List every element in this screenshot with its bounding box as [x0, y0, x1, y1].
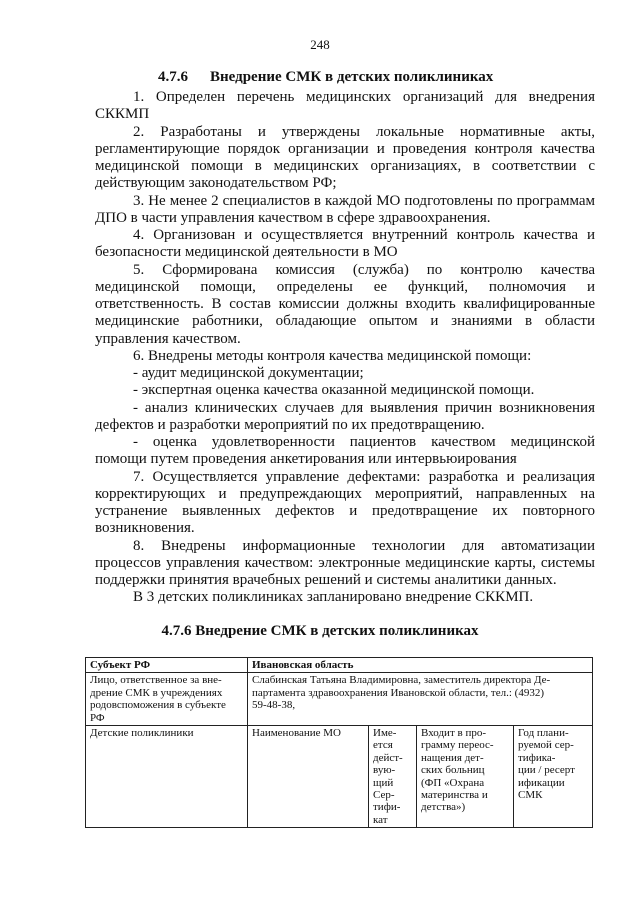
table-row: [86, 673, 593, 726]
table-row: [86, 726, 593, 828]
section-heading: [158, 69, 493, 86]
text-line: 7. Осуществляется управление дефектами: разработка и реализация: [133, 468, 595, 485]
paragraph: [95, 469, 595, 538]
section-title: Внедрение СМК в детских поликлиниках: [210, 69, 494, 85]
text-line: - экспертная оценка качества оказанной медицинской помощи.: [133, 382, 535, 399]
text-line: поддержки принятия врачебных решений и системы аналитики данных.: [95, 572, 557, 588]
text-line: дефектов и разработки мероприятий по их предотвращению.: [95, 416, 485, 433]
text-line: 1. Определен перечень медицинских организаций для внедрения: [133, 89, 595, 105]
text-line: - аудит медицинской документации;: [133, 365, 364, 381]
paragraph: [95, 434, 595, 469]
text-line: 6. Внедрены методы контроля качества медицинской помощи:: [133, 347, 532, 364]
text-line: 3. Не менее 2 специалистов в каждой МО подготовлены по программам: [133, 192, 595, 209]
paragraph: [95, 365, 595, 382]
smk-table: [85, 657, 593, 828]
responsible-label: Лицо, ответственное за вне- дрение СМК в учреждениях родовспоможения в субъекте РФ: [86, 673, 248, 726]
paragraph: [95, 538, 595, 590]
paragraph: [95, 193, 595, 228]
paragraph: [95, 348, 595, 365]
text-line: процессов управления качеством: электронные медицинские карты, системы: [95, 554, 595, 571]
paragraph: [95, 227, 595, 262]
col-cert-header: Име- ется дейст- вую- щий Сер- тифи- кат: [369, 726, 417, 828]
text-line: медицинской помощи в медицинских организациях, в соответствии с: [95, 158, 595, 174]
section-number: 4.7.6: [158, 69, 188, 85]
text-line: - анализ клинических случаев для выявления причин возникновения: [133, 399, 595, 416]
body-text: [95, 89, 595, 607]
table-row: [86, 658, 593, 673]
col-program-header: Входит в про- грамму переос- нащения дет- ских больниц (ФП «Охрана материнства и детства»): [417, 726, 514, 828]
page-number: 248: [310, 37, 330, 52]
subject-value: Ивановская область: [248, 658, 593, 673]
col-name-header: Наименование МО: [248, 726, 369, 828]
text-line: 5. Сформирована комиссия (служба) по контролю качества: [133, 261, 595, 278]
text-line: управления качеством.: [95, 330, 241, 347]
text-line: регламентирующие порядок организации и проведения контроля качества: [95, 140, 595, 157]
text-line: медицинские работники, обладающие опытом и знаниями в области: [95, 313, 595, 330]
text-line: действующим законодательством РФ;: [95, 175, 337, 192]
text-line: медицинской помощи, определены ее функций, полномочия и: [95, 278, 595, 295]
text-line: ответственность. В состав комиссии должны входить квалифицированные: [95, 296, 595, 312]
responsible-value: Слабинская Татьяна Владимировна, заместитель директора Де- партамента здравоохранения Ивановской области, тел.: (4932) 59-48-38,: [248, 673, 593, 726]
text-line: СККМП: [95, 106, 150, 123]
paragraph: [95, 589, 595, 606]
text-line: помощи путем проведения анкетирования или интервьюирования: [95, 451, 517, 468]
text-line: 2. Разработаны и утверждены локальные нормативные акты,: [133, 123, 595, 140]
text-line: В 3 детских поликлиниках запланировано внедрение СККМП.: [133, 589, 534, 606]
table-title: 4.7.6 Внедрение СМК в детских поликлиниках: [161, 623, 479, 639]
text-line: устранение выявленных дефектов и предотвращение их повторного: [95, 503, 595, 519]
text-line: корректирующих и предупреждающих мероприятий, направленных на: [95, 485, 595, 502]
text-line: 4. Организован и осуществляется внутренний контроль качества и: [133, 227, 595, 243]
text-line: - оценка удовлетворенности пациентов качеством медицинской: [133, 434, 595, 450]
text-line: ДПО в части управления качеством в сфере здравоохранения.: [95, 209, 491, 226]
paragraph: [95, 400, 595, 435]
paragraph: [95, 262, 595, 348]
clinics-label: Детские поликлиники: [86, 726, 248, 828]
text-line: 8. Внедрены информационные технологии для автоматизации: [133, 537, 595, 554]
paragraph: [95, 382, 595, 399]
paragraph: [95, 124, 595, 193]
col-year-header: Год плани- руемой сер- тифика- ции / ресерт ификации СМК: [514, 726, 593, 828]
text-line: безопасности медицинской деятельности в МО: [95, 244, 398, 261]
subject-label: Субъект РФ: [86, 658, 248, 673]
paragraph: [95, 89, 595, 124]
text-line: возникновения.: [95, 520, 195, 537]
